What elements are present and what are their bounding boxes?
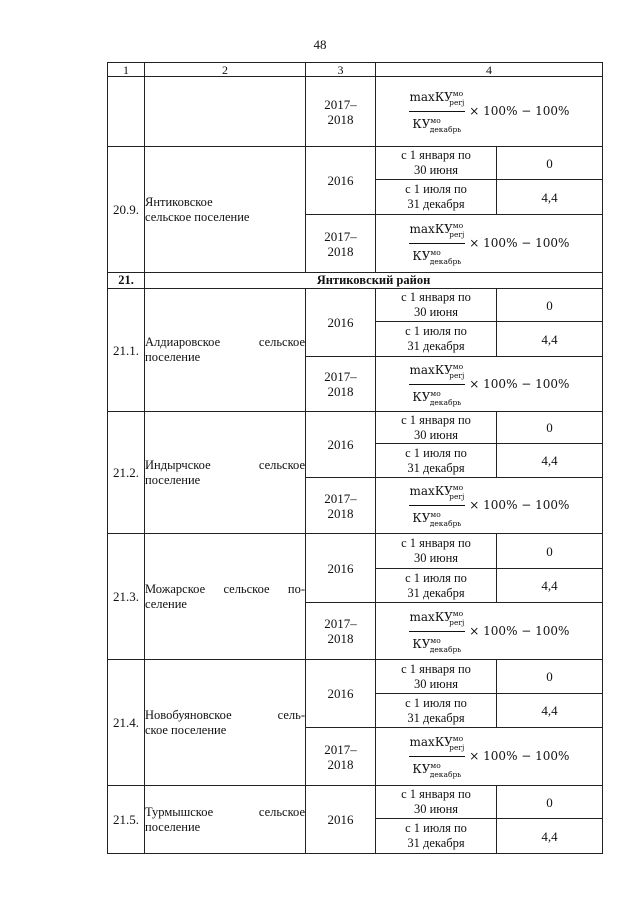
formula-denominator: $КУ^{мо}_{декабрь}$ bbox=[412, 388, 462, 407]
year-cell: 2016 bbox=[306, 786, 376, 854]
year-cell: 2016 bbox=[306, 660, 376, 728]
period-cell: с 1 июля по 31 декабря bbox=[376, 569, 497, 603]
table-row bbox=[108, 412, 603, 444]
formula-numerator: maxКУ$^{мо}_{perj}$ bbox=[409, 606, 466, 632]
period-cell: с 1 июля по 31 декабря bbox=[376, 694, 497, 728]
table-row bbox=[108, 660, 603, 694]
formula-tail: × 100% − 100% bbox=[469, 498, 570, 512]
formula-denominator: $КУ^{мо}_{декабрь}$ bbox=[412, 116, 462, 134]
settlement-name: Турмышское сельское поселение bbox=[145, 786, 306, 854]
settlement-name: Новобуяновское сель- ское поселение bbox=[145, 660, 306, 786]
formula-numerator: maxКУ$^{мо}_{perj}$ bbox=[409, 359, 466, 385]
settlement-name: Алдиаровское сельское поселение bbox=[145, 289, 306, 412]
row-number: 21.1. bbox=[108, 289, 145, 412]
value-cell: 0 bbox=[497, 147, 603, 180]
value-cell: 0 bbox=[497, 534, 603, 569]
formula-fraction bbox=[409, 218, 466, 269]
period-cell: с 1 января по 30 июня bbox=[376, 786, 497, 819]
page-number: 48 bbox=[313, 37, 327, 52]
formula-tail: × 100% − 100% bbox=[469, 104, 570, 118]
formula-fraction bbox=[409, 86, 466, 137]
settlement-name: Можарское сельское по- селение bbox=[145, 534, 306, 660]
value-cell: 4,4 bbox=[497, 322, 603, 357]
value-cell: 0 bbox=[497, 660, 603, 694]
formula-cell bbox=[376, 357, 603, 412]
formula-cell bbox=[376, 77, 603, 147]
year-cell: 2016 bbox=[306, 412, 376, 478]
value-cell: 4,4 bbox=[497, 569, 603, 603]
value-cell: 4,4 bbox=[497, 819, 603, 854]
header-col-3: 3 bbox=[306, 63, 376, 77]
period-cell: с 1 января по 30 июня bbox=[376, 660, 497, 694]
formula-numerator: maxКУ$^{мо}_{perj}$ bbox=[409, 86, 466, 112]
district-number: 21. bbox=[108, 273, 145, 289]
formula-denominator: $КУ^{мо}_{декабрь}$ bbox=[412, 248, 462, 266]
coefficient-formula bbox=[409, 606, 570, 657]
value-cell: 0 bbox=[497, 289, 603, 322]
formula-numerator: maxКУ$^{мо}_{perj}$ bbox=[409, 480, 466, 506]
formula-tail: × 100% − 100% bbox=[469, 376, 570, 391]
value-cell: 0 bbox=[497, 412, 603, 444]
year-cell: 2017– 2018 bbox=[306, 728, 376, 786]
district-name: Янтиковский район bbox=[145, 273, 603, 289]
year-cell: 2017– 2018 bbox=[306, 357, 376, 412]
period-cell: с 1 июля по 31 декабря bbox=[376, 819, 497, 854]
table-row bbox=[108, 786, 603, 819]
table-row bbox=[108, 147, 603, 180]
formula-denominator: $КУ^{мо}_{декабрь}$ bbox=[412, 510, 462, 528]
formula-numerator: maxКУ$^{мо}_{perj}$ bbox=[409, 218, 466, 244]
period-cell: с 1 января по 30 июня bbox=[376, 289, 497, 322]
table-row bbox=[108, 289, 603, 322]
formula-fraction bbox=[409, 606, 466, 657]
formula-cell bbox=[376, 478, 603, 534]
formula-cell bbox=[376, 215, 603, 273]
year-cell: 2017– 2018 bbox=[306, 478, 376, 534]
value-cell: 4,4 bbox=[497, 180, 603, 215]
header-col-1: 1 bbox=[108, 63, 145, 77]
header-col-4: 4 bbox=[376, 63, 603, 77]
row-number-cell bbox=[108, 77, 145, 147]
year-cell: 2016 bbox=[306, 289, 376, 357]
formula-fraction bbox=[409, 731, 466, 782]
row-number: 21.3. bbox=[108, 534, 145, 660]
table-row bbox=[108, 77, 603, 147]
value-cell: 4,4 bbox=[497, 444, 603, 478]
formula-tail: × 100% − 100% bbox=[469, 236, 570, 250]
coefficient-formula bbox=[409, 218, 570, 269]
formula-tail: × 100% − 100% bbox=[469, 623, 570, 638]
period-cell: с 1 января по 30 июня bbox=[376, 147, 497, 180]
formula-cell bbox=[376, 603, 603, 660]
coefficient-formula bbox=[409, 86, 570, 137]
formula-denominator: $КУ^{мо}_{декабрь}$ bbox=[412, 635, 462, 654]
coefficient-formula bbox=[409, 480, 570, 531]
row-number: 21.2. bbox=[108, 412, 145, 534]
period-cell: с 1 июля по 31 декабря bbox=[376, 444, 497, 478]
formula-denominator: $КУ^{мо}_{декабрь}$ bbox=[412, 761, 462, 779]
formula-numerator: maxКУ$^{мо}_{perj}$ bbox=[409, 731, 466, 757]
settlement-name: Янтиковское сельское поселение bbox=[145, 147, 306, 273]
formula-fraction bbox=[409, 359, 466, 410]
tariff-table bbox=[107, 62, 603, 854]
value-cell: 0 bbox=[497, 786, 603, 819]
formula-cell bbox=[376, 728, 603, 786]
value-cell: 4,4 bbox=[497, 694, 603, 728]
coefficient-formula bbox=[409, 731, 570, 782]
year-cell: 2016 bbox=[306, 534, 376, 603]
year-cell: 2017– 2018 bbox=[306, 215, 376, 273]
coefficient-formula bbox=[409, 359, 570, 410]
period-cell: с 1 июля по 31 декабря bbox=[376, 180, 497, 215]
row-number: 21.5. bbox=[108, 786, 145, 854]
row-name-cell bbox=[145, 77, 306, 147]
table-header-row bbox=[108, 63, 603, 77]
header-col-2: 2 bbox=[145, 63, 306, 77]
district-row bbox=[108, 273, 603, 289]
year-cell: 2016 bbox=[306, 147, 376, 215]
period-cell: с 1 января по 30 июня bbox=[376, 534, 497, 569]
row-number: 20.9. bbox=[108, 147, 145, 273]
row-number: 21.4. bbox=[108, 660, 145, 786]
formula-fraction bbox=[409, 480, 466, 531]
table-row bbox=[108, 534, 603, 569]
period-cell: с 1 июля по 31 декабря bbox=[376, 322, 497, 357]
settlement-name: Индырчское сельское поселение bbox=[145, 412, 306, 534]
year-cell: 2017– 2018 bbox=[306, 77, 376, 147]
year-cell: 2017– 2018 bbox=[306, 603, 376, 660]
period-cell: с 1 января по 30 июня bbox=[376, 412, 497, 444]
formula-tail: × 100% − 100% bbox=[469, 749, 570, 763]
